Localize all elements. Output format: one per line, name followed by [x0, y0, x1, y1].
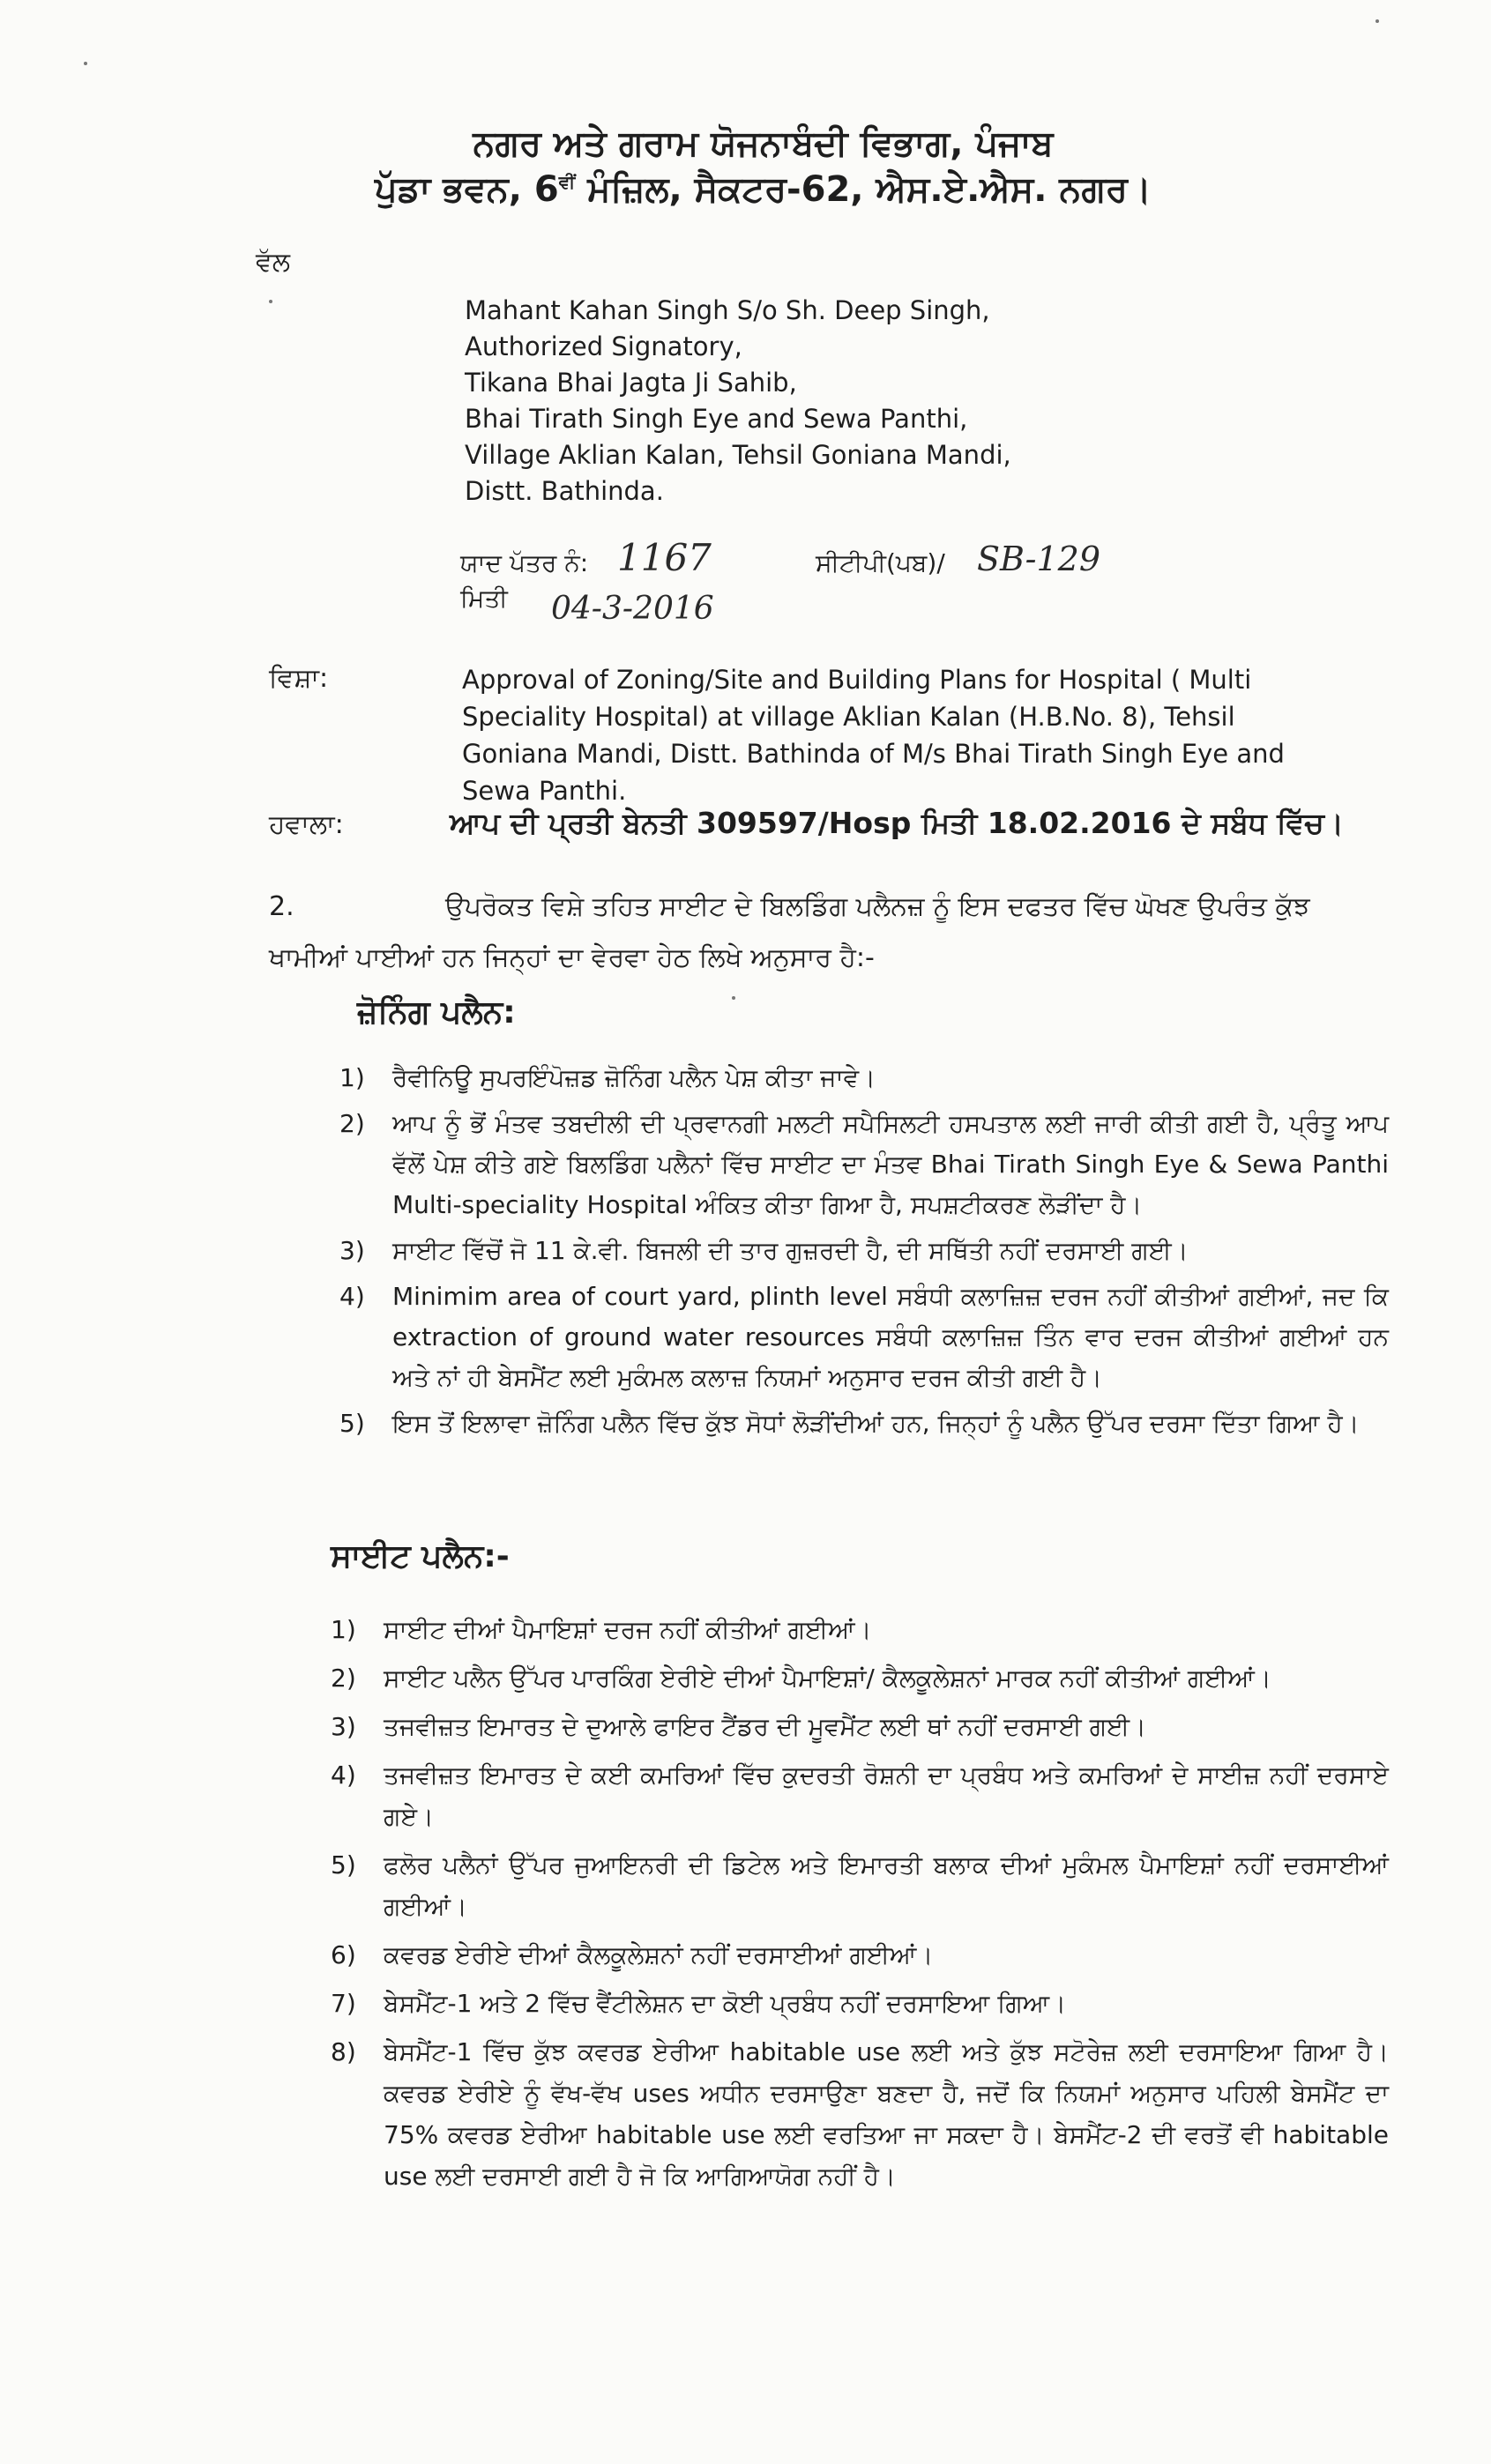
- list-item: 5) ਇਸ ਤੋਂ ਇਲਾਵਾ ਜ਼ੋਨਿੰਗ ਪਲੈਨ ਵਿੱਚ ਕੁੱਝ ਸੋਧਾਂ ਲੋੜੀਂਦੀਆਂ ਹਨ, ਜਿਨ੍ਹਾਂ ਨੂੰ ਪਲੈਨ ਉੱਪਰ ਦਰਸਾ ਦਿੱਤਾ ਗਿਆ ਹੈ।: [339, 1409, 1360, 1438]
- list-item: 2) ਆਪ ਨੂੰ ਭੋਂ ਮੰਤਵ ਤਬਦੀਲੀ ਦੀ ਪ੍ਰਵਾਨਗੀ ਮਲਟੀ ਸਪੈਸਿਲਟੀ ਹਸਪਤਾਲ ਲਈ ਜਾਰੀ ਕੀਤੀ ਗਈ ਹੈ, ਪ੍ਰੰਤੂ ਆਪ ਵੱਲੋਂ ਪੇਸ਼ ਕੀਤੇ ਗਏ ਬਿਲਡਿੰਗ ਪਲੈਨਾਂ ਵਿੱਚ ਸਾਈਟ ਦਾ ਮੰਤਵ Bhai Tirath Singh Eye & Sewa Panthi Multi-speciality Hospital ਅੰਕਿਤ ਕੀਤਾ ਗਿਆ ਹੈ, ਸਪਸ਼ਟੀਕਰਣ ਲੋੜੀਂਦਾ ਹੈ।: [339, 1109, 1389, 1219]
- site-plan-list: [331, 1609, 1389, 2204]
- floor-superscript: ਵੀਂ: [558, 171, 576, 193]
- list-item: 8) ਬੇਸਮੈਂਟ-1 ਵਿੱਚ ਕੁੱਝ ਕਵਰਡ ਏਰੀਆ habitable use ਲਈ ਅਤੇ ਕੁੱਝ ਸਟੋਰੇਜ਼ ਲਈ ਦਰਸਾਇਆ ਗਿਆ ਹੈ। ਕਵਰਡ ਏਰੀਏ ਨੂੰ ਵੱਖ-ਵੱਖ uses ਅਧੀਨ ਦਰਸਾਉਣਾ ਬਣਦਾ ਹੈ, ਜਦੋਂ ਕਿ ਨਿਯਮਾਂ ਅਨੁਸਾਰ ਪਹਿਲੀ ਬੇਸਮੈਂਟ ਦਾ 75% ਕਵਰਡ ਏਰੀਆ habitable use ਲਈ ਵਰਤਿਆ ਜਾ ਸਕਦਾ ਹੈ। ਬੇਸਮੈਂਟ-2 ਦੀ ਵਰਤੋਂ ਵੀ habitable use ਲਈ ਦਰਸਾਈ ਗਈ ਹੈ ਜੋ ਕਿ ਆਗਿਆਯੋਗ ਨਹੀਂ ਹੈ।: [331, 2037, 1389, 2191]
- address-line: Village Aklian Kalan, Tehsil Goniana Mandi,: [465, 440, 1011, 470]
- list-item: 3) ਸਾਈਟ ਵਿੱਚੋਂ ਜੋ 11 ਕੇ.ਵੀ. ਬਿਜਲੀ ਦੀ ਤਾਰ ਗੁਜ਼ਰਦੀ ਹੈ, ਦੀ ਸਥਿੱਤੀ ਨਹੀਂ ਦਰਸਾਈ ਗਈ।: [339, 1236, 1189, 1265]
- reference-text: ਆਪ ਦੀ ਪ੍ਰਤੀ ਬੇਨਤੀ 309597/Hosp ਮਿਤੀ 18.02.2016 ਦੇ ਸਬੰਧ ਵਿੱਚ।: [450, 806, 1344, 840]
- address-line: Bhai Tirath Singh Eye and Sewa Panthi,: [465, 404, 968, 434]
- scan-speck: [1375, 19, 1379, 23]
- scan-speck: [84, 62, 87, 65]
- paragraph-text: ਉਪਰੋਕਤ ਵਿਸ਼ੇ ਤਹਿਤ ਸਾਈਟ ਦੇ ਬਿਲਡਿੰਗ ਪਲੈਨਜ਼ ਨੂੰ ਇਸ ਦਫਤਰ ਵਿੱਚ ਘੋਖਣ ਉਪਰੰਤ ਕੁੱਝ ਖਾਮੀਆਂ ਪਾਈਆਂ ਹਨ ਜਿਨ੍ਹਾਂ ਦਾ ਵੇਰਵਾ ਹੇਠ ਲਿਖੇ ਅਨੁਸਾਰ ਹੈ:-: [269, 891, 1310, 973]
- memo-number-handwritten: 1167: [617, 536, 712, 579]
- date-handwritten: 04-3-2016: [551, 591, 714, 627]
- office-address-part1: ਪੁੱਡਾ ਭਵਨ, 6: [375, 169, 559, 210]
- list-item: 5) ਫਲੋਰ ਪਲੈਨਾਂ ਉੱਪਰ ਜੁਆਇਨਰੀ ਦੀ ਡਿਟੇਲ ਅਤੇ ਇਮਾਰਤੀ ਬਲਾਕ ਦੀਆਂ ਮੁਕੰਮਲ ਪੈਮਾਇਸ਼ਾਂ ਨਹੀਂ ਦਰਸਾਈਆਂ ਗਈਆਂ।: [331, 1850, 1389, 1921]
- address-line: Tikana Bhai Jagta Ji Sahib,: [465, 368, 797, 398]
- ctp-number-handwritten: SB-129: [977, 540, 1101, 578]
- memo-label: ਯਾਦ ਪੱਤਰ ਨੰ:: [460, 548, 589, 577]
- list-item: 4) Minimim area of court yard, plinth level ਸਬੰਧੀ ਕਲਾਜ਼ਿਜ਼ ਦਰਜ ਨਹੀਂ ਕੀਤੀਆਂ ਗਈਆਂ, ਜਦ ਕਿ extraction of ground water resources ਸਬੰਧੀ ਕਲਾਜ਼ਿਜ਼ ਤਿੰਨ ਵਾਰ ਦਰਜ ਕੀਤੀਆਂ ਗਈਆਂ ਹਨ ਅਤੇ ਨਾਂ ਹੀ ਬੇਸਮੈਂਟ ਲਈ ਮੁਕੰਮਲ ਕਲਾਜ਼ ਨਿਯਮਾਂ ਅਨੁਸਾਰ ਦਰਜ ਕੀਤੀ ਗਈ ਹੈ।: [339, 1282, 1389, 1392]
- recipient-address: [465, 293, 1011, 510]
- reference-label: ਹਵਾਲਾ:: [269, 809, 344, 840]
- zoning-plan-heading: ਜ਼ੋਨਿੰਗ ਪਲੈਨ:: [357, 994, 516, 1031]
- list-item: 1) ਰੈਵੀਨਿਊ ਸੁਪਰਇੰਪੋਜ਼ਡ ਜ਼ੋਨਿੰਗ ਪਲੈਨ ਪੇਸ਼ ਕੀਤਾ ਜਾਵੇ।: [339, 1063, 876, 1092]
- site-plan-heading: ਸਾਈਟ ਪਲੈਨ:-: [331, 1538, 510, 1574]
- list-item: 1) ਸਾਈਟ ਦੀਆਂ ਪੈਮਾਇਸ਼ਾਂ ਦਰਜ ਨਹੀਂ ਕੀਤੀਆਂ ਗਈਆਂ।: [331, 1615, 872, 1644]
- address-line: Mahant Kahan Singh S/o Sh. Deep Singh,: [465, 295, 990, 325]
- list-item: 4) ਤਜਵੀਜ਼ਤ ਇਮਾਰਤ ਦੇ ਕਈ ਕਮਰਿਆਂ ਵਿੱਚ ਕੁਦਰਤੀ ਰੋਸ਼ਨੀ ਦਾ ਪ੍ਰਬੰਧ ਅਤੇ ਕਮਰਿਆਂ ਦੇ ਸਾਈਜ਼ ਨਹੀਂ ਦਰਸਾਏ ਗਏ।: [331, 1761, 1389, 1831]
- address-line: Authorized Signatory,: [465, 331, 742, 361]
- to-label: ਵੱਲ: [256, 247, 291, 278]
- list-item: 7) ਬੇਸਮੈਂਟ-1 ਅਤੇ 2 ਵਿੱਚ ਵੈਂਟੀਲੇਸ਼ਨ ਦਾ ਕੋਈ ਪ੍ਰਬੰਧ ਨਹੀਂ ਦਰਸਾਇਆ ਗਿਆ।: [331, 1989, 1067, 2018]
- ctp-label: ਸੀਟੀਪੀ(ਪਬ)/: [816, 548, 945, 577]
- list-item: 6) ਕਵਰਡ ਏਰੀਏ ਦੀਆਂ ਕੈਲਕੂਲੇਸ਼ਨਾਂ ਨਹੀਂ ਦਰਸਾਈਆਂ ਗਈਆਂ।: [331, 1940, 934, 1969]
- subject-label: ਵਿਸ਼ਾ:: [269, 663, 329, 694]
- paragraph-2: [269, 882, 1389, 984]
- zoning-plan-list: [339, 1058, 1389, 1449]
- office-header-line2: [0, 169, 1491, 210]
- paragraph-number: 2.: [269, 891, 294, 922]
- address-line: Distt. Bathinda.: [465, 476, 664, 506]
- list-item: 2) ਸਾਈਟ ਪਲੈਨ ਉੱਪਰ ਪਾਰਕਿੰਗ ਏਰੀਏ ਦੀਆਂ ਪੈਮਾਇਸ਼ਾਂ/ ਕੈਲਕੂਲੇਸ਼ਨਾਂ ਮਾਰਕ ਨਹੀਂ ਕੀਤੀਆਂ ਗਈਆਂ।: [331, 1664, 1271, 1693]
- scan-speck: [269, 300, 272, 303]
- office-header-line1: ਨਗਰ ਅਤੇ ਗਰਾਮ ਯੋਜਨਾਬੰਦੀ ਵਿਭਾਗ, ਪੰਜਾਬ: [473, 123, 1054, 164]
- scan-speck: [732, 996, 735, 1000]
- list-item: 3) ਤਜਵੀਜ਼ਤ ਇਮਾਰਤ ਦੇ ਦੁਆਲੇ ਫਾਇਰ ਟੈਂਡਰ ਦੀ ਮੂਵਮੈਂਟ ਲਈ ਥਾਂ ਨਹੀਂ ਦਰਸਾਈ ਗਈ।: [331, 1712, 1147, 1741]
- office-address-part2: ਮੰਜ਼ਿਲ, ਸੈਕਟਰ-62, ਐਸ.ਏ.ਐਸ. ਨਗਰ।: [575, 169, 1152, 210]
- date-label: ਮਿਤੀ: [460, 584, 508, 613]
- subject-text: Approval of Zoning/Site and Building Plans for Hospital ( Multi Speciality Hospital) at village Aklian Kalan (H.B.No. 8), Tehsil Goniana Mandi, Distt. Bathinda of M/s Bhai Tirath Singh Eye and Sewa Panthi.: [462, 665, 1285, 806]
